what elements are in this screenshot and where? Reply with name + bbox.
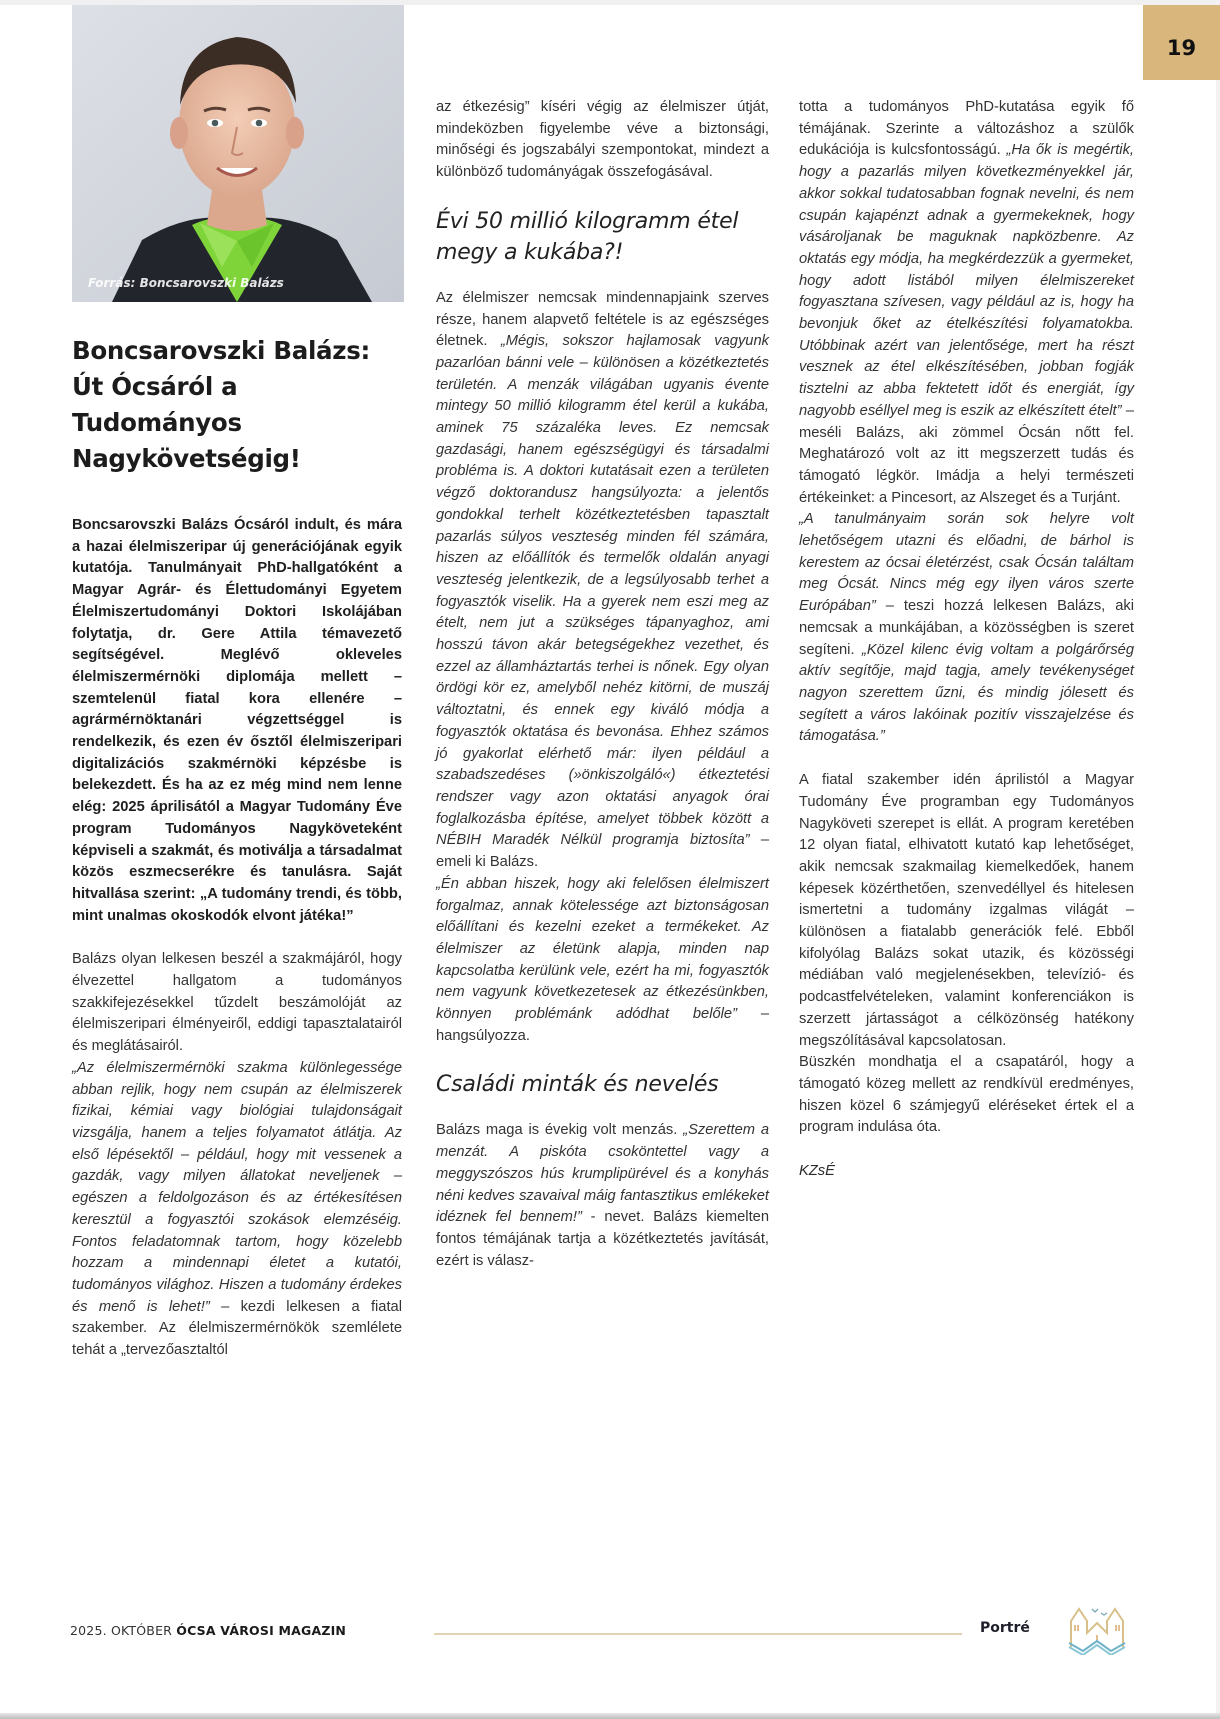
photo-credit: Forrás: Boncsarovszki Balázs bbox=[88, 276, 284, 290]
quote-text: „A tanulmányaim során sok helyre volt lehetőségem utazni és előadni, de bárhol is kerestem az ócsai életérzést, csak Ócsán találtam meg Ócsát. Nincs még egy ilyen város szerte Európában” bbox=[799, 511, 1134, 615]
paragraph: Balázs olyan lelkesen beszél a szakmájáról, hogy élvezettel hallgatom a tudományos szakkifejezésekkel tűzdelt beszámolóját az élelmiszeripari élményeiről, eddigi tapasztalatairól és meglátásairól. bbox=[72, 951, 402, 1055]
quote-text: „Szerettem a menzát. A piskóta csoköntettel vagy a meggyszószos hús krumplipürével és a konyhás néni kedves szavaival máig fantasztikus emlékeket idéznek fel bennem!” bbox=[436, 1122, 769, 1226]
column-3 bbox=[799, 97, 1134, 1183]
footer-section-label: Portré bbox=[980, 1620, 1030, 1636]
paragraph-quote bbox=[436, 1120, 769, 1272]
footer-magazine-name: ÓCSA VÁROSI MAGAZIN bbox=[176, 1623, 347, 1638]
quote-text: „Ha ők is megértik, hogy a pazarlás milyen következményekkel jár, akkor sokkal tudatosabban fognak nevelni, és nem csupán kajapénzt adnak a gyermekeknek, hogy vásároljanak be maguknak napközbenre. Az oktatás egy módja, ha megkérdezzük a gyermeket, hogy adott listából milyen élelmiszereket fogyasztana szívesen, vagy például az is, hogy ha bevonjuk őket az ételkészítési folyamatokba. Utóbbinak azért van jelentősége, mert ha részt vesznek az étel elkészítésében, jobban fogják tisztelni az abba fektetett időt és energiát, így nagyobb eséllyel meg is eszik az elkészített ételt” bbox=[799, 142, 1134, 419]
spacer bbox=[799, 748, 1134, 770]
footer-issue bbox=[70, 1623, 346, 1638]
subheading-food-waste: Évi 50 millió kilogramm étel megy a kukába?! bbox=[436, 208, 739, 265]
portrait-photo bbox=[72, 5, 404, 302]
column-1 bbox=[72, 330, 402, 1362]
quote-attribution: – meséli Balázs, aki zömmel Ócsán nőtt fel. Meghatározó volt az itt megszerzett tudás és támogató légkör. Imádja a helyi természeti értékeinket: a Pincesort, az Alszeget és a Turjánt. bbox=[799, 402, 1134, 506]
quote-attribution: – kezdi lelkesen a fiatal szakember. Az élelmiszermérnökök szemlélete tehát a „tervezőasztaltól bbox=[72, 1298, 402, 1359]
quote-attribution: - nevet. Balázs kiemelten fontos témájának tartja a közétkeztetés javítását, ezért is válasz- bbox=[436, 1209, 769, 1269]
paragraph-text: Balázs maga is évekig volt menzás. bbox=[436, 1122, 684, 1139]
quote-text: „Én abban hiszek, hogy aki felelősen élelmiszert forgalmaz, annak kötelessége azt biztonságosan előállítani és kezelni ezeket a termékeket. Az élelmiszer az életünk alapja, minden nap kapcsolatba kerülünk vele, ezért ha mi, fogyasztók nem vagyunk következetesek az étkezésünkben, könnyen problémánk adódhat belőle” bbox=[436, 875, 769, 1023]
quote-text: „Az élelmiszermérnöki szakma különlegessége abban rejlik, hogy nem csupán az élelmiszerek fizikai, kémiai vagy biológiai tulajdonságait vizsgálja, hanem a teljes folyamatot átlátja. Az első lépésektől – például, hogy mit vessenek a gazdák, vagy milyen állatokat neveljenek – egészen a feldolgozáson és az értékesítésen keresztül a fogyasztói szokások elemzéséig. Fontos feladatomnak tartom, hogy közelebb hozzam a mindennapi életet a kutatói, tudományos világhoz. Hiszen a tudomány érdekes és menő is lehet!” bbox=[72, 1059, 402, 1315]
page-number: 19 bbox=[1166, 35, 1197, 60]
paragraph-quote bbox=[436, 288, 769, 874]
footer-divider bbox=[434, 1633, 962, 1635]
quote-text: „Közel kilenc évig voltam a polgárőrség aktív segítője, majd tagja, amely tevékenységet nagyon szerettem űzni, és mindig jólesett és segített a város lakóinak pozitív visszajelzése és támogatása.” bbox=[799, 641, 1134, 745]
page-number-tab bbox=[1143, 5, 1220, 80]
paragraph-quote bbox=[799, 97, 1134, 509]
bottom-edge bbox=[0, 1713, 1220, 1719]
author-signature: KZsÉ bbox=[799, 1163, 835, 1180]
paragraph: A fiatal szakember idén áprilistól a Magyar Tudomány Éve programban egy Tudományos Nagyköveti szerepet is ellát. A program keretében 12 olyan fiatal, elhivatott kutató kap lehetőséget, akik nemcsak szakmailag kiemelkedőek, hanem képesek közérthetően, szenvedéllyel és hitelesen ismertetni a tudomány izgalmas világát – különösen a fiatalabb generációk felé. Ebből kifolyólag Balázs sokat utazik, és közösségi médiában való megjelenésekben, televízió- és podcastfelvételeken, valamint konferenciákon is szerzett jártasságot a célközönség hatékony megszólításával kapcsolatosan. bbox=[799, 772, 1134, 1049]
town-logo-icon bbox=[1065, 1603, 1129, 1655]
paragraph-quote bbox=[436, 874, 769, 1048]
quote-attribution: – teszi hozzá lelkesen Balázs, aki nemcsak a munkájában, a közösségben is szeret segíteni. bbox=[799, 598, 1134, 658]
quote-attribution: – hangsúlyozza. bbox=[436, 1006, 769, 1044]
portrait-illustration bbox=[72, 5, 404, 302]
paragraph-text: Az élelmiszer nemcsak mindennapjaink szerves része, hanem alapvető feltétele is az egészséges életnek. bbox=[436, 289, 769, 350]
paragraph-quote bbox=[799, 509, 1134, 748]
paragraph-text: totta a tudományos PhD-kutatása egyik fő témájának. Szerinte a változáshoz a szülők edukációja is kulcsfontosságú. bbox=[799, 99, 1134, 159]
article-lead: Boncsarovszki Balázs Ócsáról indult, és mára a hazai élelmiszeripar új generációjának egyik kutatója. Tanulmányait PhD-hallgatóként a Magyar Agrár- és Élettudományi Egyetem Élelmiszertudományi Doktori Iskolájában folytatja, dr. Gere Attila témavezető segítségével. Meglévő okleveles élelmiszermérnöki diplomája mellett – szemtelenül fiatal kora ellenére – agrármérnöktanári végzettséggel is rendelkezik, és ezen év ősztől élelmiszeripari digitalizációs szakmérnöki képzésbe is belekezdett. És ha az ez még mind nem lenne elég: 2025 áprilisától a Magyar Tudomány Éve program Tudományos Nagyköveteként képviseli a szakmát, és motiválja a társadalmat közös eszmecserékre és tanulásra. Saját hitvallása szerint: „A tudomány trendi, és több, mint unalmas okoskodók elvont játéka!” bbox=[72, 517, 402, 924]
footer-date: 2025. OKTÓBER bbox=[70, 1623, 173, 1638]
paragraph: Büszkén mondhatja el a csapatáról, hogy a támogató közeg mellett az rendkívül eredményes, hiszen közel 6 számjegyű eléréseket értek el a program indulása óta. bbox=[799, 1054, 1134, 1136]
paragraph: az étkezésig” kíséri végig az élelmiszer útját, mindeközben figyelembe véve a biztonsági, minőségi és jogszabályi szempontokat, mindezt a különböző tudományágak összefogásával. bbox=[436, 99, 769, 181]
article-title: Boncsarovszki Balázs: Út Ócsáról a Tudományos Nagykövetségig! bbox=[72, 336, 371, 473]
quote-text: „Mégis, sokszor hajlamosak vagyunk pazarlóan bánni vele – különösen a közétkeztetés területén. A menzák világában ugyanis évente mintegy 50 millió kilogramm étel kerül a kukába, aminek 75 százaléka leves. Ez nemcsak gazdasági, hanem egészségügyi és társadalmi probléma is. A doktori kutatásait ezen a területen végző doktorandusz hangsúlyozta: a jelentős gondokkal terhelt közétkeztetésben tapasztalt pazarlás súlyos veszteség minden fél számára, hiszen az előállítók és termelők oldalán anyagi veszteség jelentkezik, de a legsúlyosabb terhet a fogyasztók viselik. Ha a gyerek nem eszi meg az ételt, nem jut a szükséges tápanyaghoz, ami hosszú távon akár betegségekhez vezethet, és ezzel az államháztartás terhei is nőnek. Egy olyan ördögi kör ez, amelyből nehéz kitörni, de muszáj változtatni, és ennek egy kiváló módja a fogyasztók oktatása és bevonása. Ehhez számos jó gyakorlat elérhető már: ilyen például a szabadszedéses (»önkiszolgáló«) étkeztetési rendszer vagy azon oktatási anyagok órai foglalkozásba építése, amelyet többek között a NÉBIH Maradék Nélkül programja biztosíta” bbox=[436, 333, 769, 849]
paragraph-quote bbox=[72, 1058, 402, 1362]
subheading-family: Családi minták és nevelés bbox=[436, 1072, 719, 1098]
quote-attribution: – emeli ki Balázs. bbox=[436, 832, 769, 871]
right-edge bbox=[1216, 0, 1220, 1719]
column-2 bbox=[436, 97, 769, 1272]
